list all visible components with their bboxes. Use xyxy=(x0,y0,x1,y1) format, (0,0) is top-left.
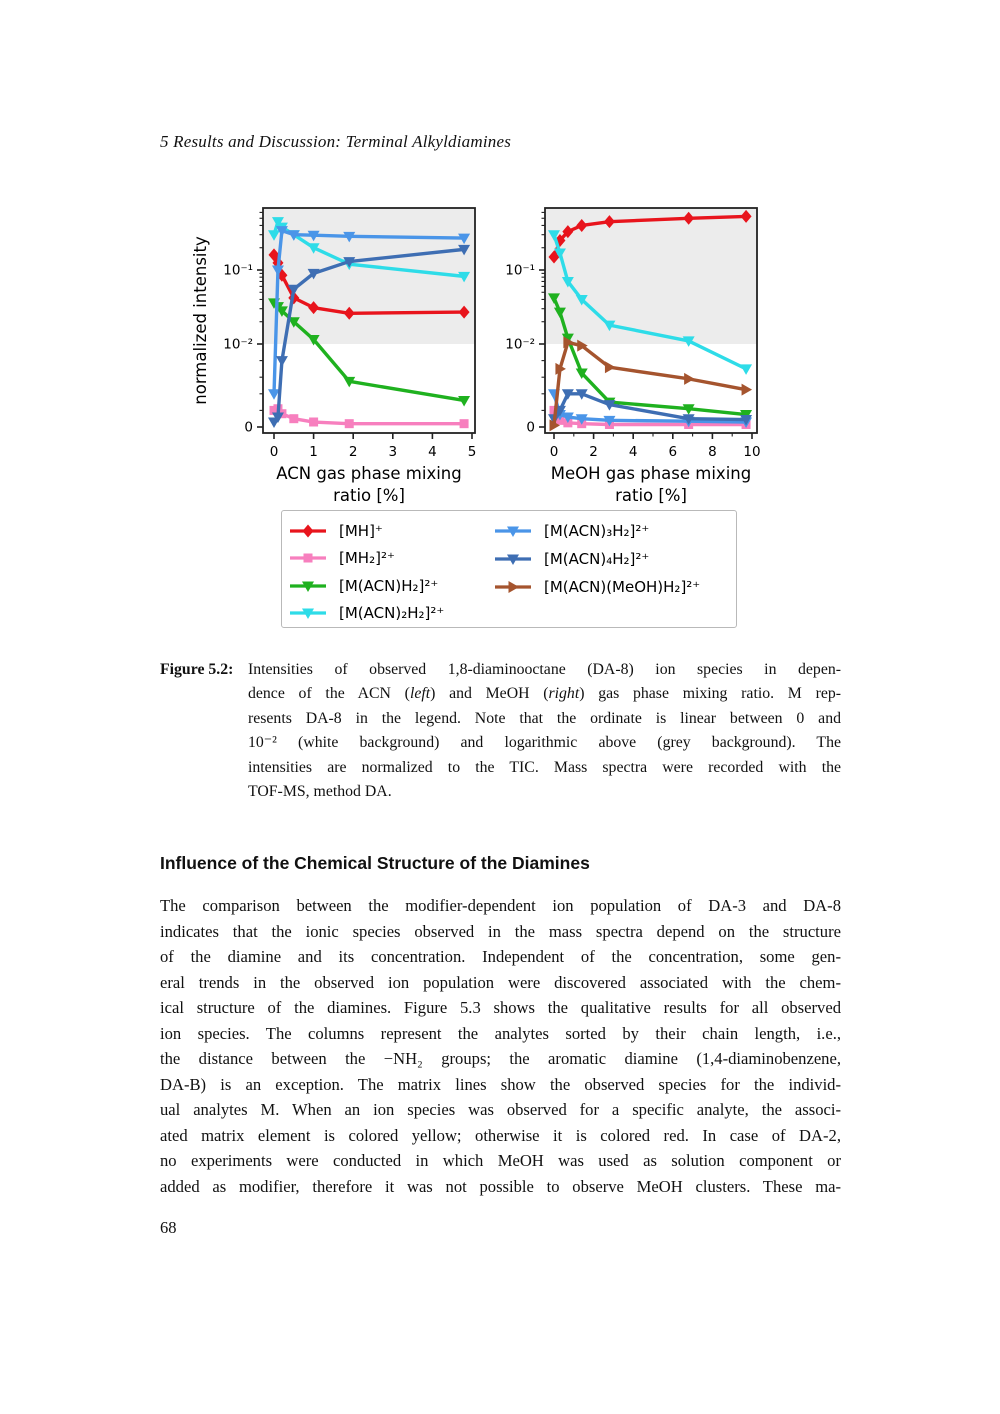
legend-item xyxy=(493,573,700,601)
data-point xyxy=(276,356,288,367)
legend-marker-tri-down xyxy=(493,551,533,567)
data-point xyxy=(740,364,752,375)
legend-label: [M(ACN)(MeOH)H₂]²⁺ xyxy=(544,578,701,596)
caption-line: Intensities of observed 1,8-diaminooctane (DA-8) ion species in depen- xyxy=(248,661,841,678)
series-1 xyxy=(270,404,469,428)
paragraph-line: eral trends in the observed ion population were discovered associated with the chem- xyxy=(160,972,841,992)
legend-column xyxy=(493,517,700,627)
paragraph-line: the distance between the −NH₂ groups; the aromatic diamine (1,4-diaminobenzene, xyxy=(160,1049,841,1068)
x-tick-label: 0 xyxy=(269,444,279,460)
figure-caption-text xyxy=(248,658,841,804)
x-axis-label: ratio [%] xyxy=(333,486,405,505)
legend-column xyxy=(288,517,493,627)
x-tick-label: 6 xyxy=(668,444,678,460)
paragraph-line: ual analytes M. When an ion species was observed for a specific analyte, the associ- xyxy=(160,1100,841,1119)
y-tick-label: 10⁻² xyxy=(505,336,535,353)
x-tick-label: 1 xyxy=(309,444,318,460)
running-head: 5 Results and Discussion: Terminal Alkyldiamines xyxy=(160,132,512,151)
legend-marker-diamond xyxy=(288,523,328,539)
paragraph-line: ion species. The columns represent the analytes sorted by their chain length, i.e., xyxy=(160,1023,841,1043)
x-tick-label: 3 xyxy=(388,444,398,460)
x-tick-label: 5 xyxy=(467,444,477,460)
figure-legend xyxy=(281,510,737,628)
figure-caption xyxy=(160,658,841,804)
chart-acn-mixing xyxy=(190,200,481,512)
caption-line: TOF-MS, method DA. xyxy=(248,783,392,801)
legend-item xyxy=(288,517,493,545)
x-axis-label: ratio [%] xyxy=(615,486,687,505)
x-tick-label: 4 xyxy=(628,444,638,460)
data-point xyxy=(460,419,469,428)
x-tick-label: 4 xyxy=(428,444,437,460)
data-point xyxy=(605,361,616,373)
x-tick-label: 2 xyxy=(348,444,358,460)
legend-marker-tri-down xyxy=(288,578,328,594)
x-axis-label: ACN gas phase mixing xyxy=(276,464,462,483)
legend-marker-square xyxy=(288,550,328,566)
y-tick-label: 10⁻² xyxy=(223,336,253,353)
legend-item xyxy=(288,572,493,600)
legend-item xyxy=(288,545,493,573)
caption-line: 10⁻² (white background) and logarithmic above (grey background). The xyxy=(248,734,841,752)
legend-marker-tri-right xyxy=(493,579,533,595)
caption-line: resents DA-8 in the legend. Note that the ordinate is linear between 0 and xyxy=(248,709,841,727)
data-point xyxy=(309,418,318,427)
caption-line: dence of the ACN (left) and MeOH (right) gas phase mixing ratio. M rep- xyxy=(248,685,841,703)
x-tick-label: 8 xyxy=(708,444,717,460)
paragraph-line: of the diamine and its concentration. Independent of the concentration, some gen- xyxy=(160,947,841,966)
paragraph-line: The comparison between the modifier-dependent ion population of DA-3 and DA-8 xyxy=(160,896,841,915)
figure-caption-label: Figure 5.2: xyxy=(160,661,234,678)
body-paragraph xyxy=(160,893,841,1199)
data-point xyxy=(345,419,354,428)
legend-marker-tri-down xyxy=(493,523,533,539)
paragraph-line: ical structure of the diamines. Figure 5.3 shows the qualitative results for all observed xyxy=(160,998,841,1017)
y-axis-label: normalized intensity xyxy=(191,236,210,405)
legend-label: [M(ACN)₂H₂]²⁺ xyxy=(339,604,445,623)
paragraph-line: ated matrix element is colored yellow; otherwise it is colored red. In case of DA-2, xyxy=(160,1125,841,1145)
legend-label: [M(ACN)H₂]²⁺ xyxy=(339,576,439,595)
chart-meoh-mixing xyxy=(493,200,763,512)
paragraph-line: added as modifier, therefore it was not possible to observe MeOH clusters. These ma- xyxy=(160,1176,841,1196)
legend-item xyxy=(493,517,700,545)
caption-line: intensities are normalized to the TIC. Mass spectra were recorded with the xyxy=(248,758,841,776)
legend-label: [M(ACN)₃H₂]²⁺ xyxy=(544,522,650,540)
data-point xyxy=(742,384,753,396)
paragraph-line: no experiments were conducted in which MeOH was used as solution component or xyxy=(160,1151,841,1170)
page-number: 68 xyxy=(160,1218,177,1237)
data-point xyxy=(684,373,695,385)
x-tick-label: 0 xyxy=(549,444,559,460)
section-heading: Influence of the Chemical Structure of the Diamines xyxy=(160,853,590,873)
x-tick-label: 2 xyxy=(589,444,598,460)
paragraph-line: indicates that the ionic species observed in the mass spectra depend on the structure xyxy=(160,921,841,941)
x-tick-label: 10 xyxy=(743,444,761,460)
paragraph-line: DA-B) is an exception. The matrix lines show the observed species for the individ- xyxy=(160,1074,841,1094)
legend-item xyxy=(288,600,493,628)
data-point xyxy=(289,414,298,423)
y-tick-label: 0 xyxy=(526,419,535,436)
legend-label: [MH₂]²⁺ xyxy=(339,549,395,568)
x-axis-label: MeOH gas phase mixing xyxy=(550,464,752,483)
legend-item xyxy=(493,545,700,573)
y-tick-label: 0 xyxy=(244,419,253,436)
legend-label: [M(ACN)₄H₂]²⁺ xyxy=(544,550,650,568)
legend-label: [MH]⁺ xyxy=(339,521,383,540)
y-tick-label: 10⁻¹ xyxy=(505,262,535,279)
y-tick-label: 10⁻¹ xyxy=(223,262,253,279)
legend-marker-tri-down xyxy=(288,605,328,621)
